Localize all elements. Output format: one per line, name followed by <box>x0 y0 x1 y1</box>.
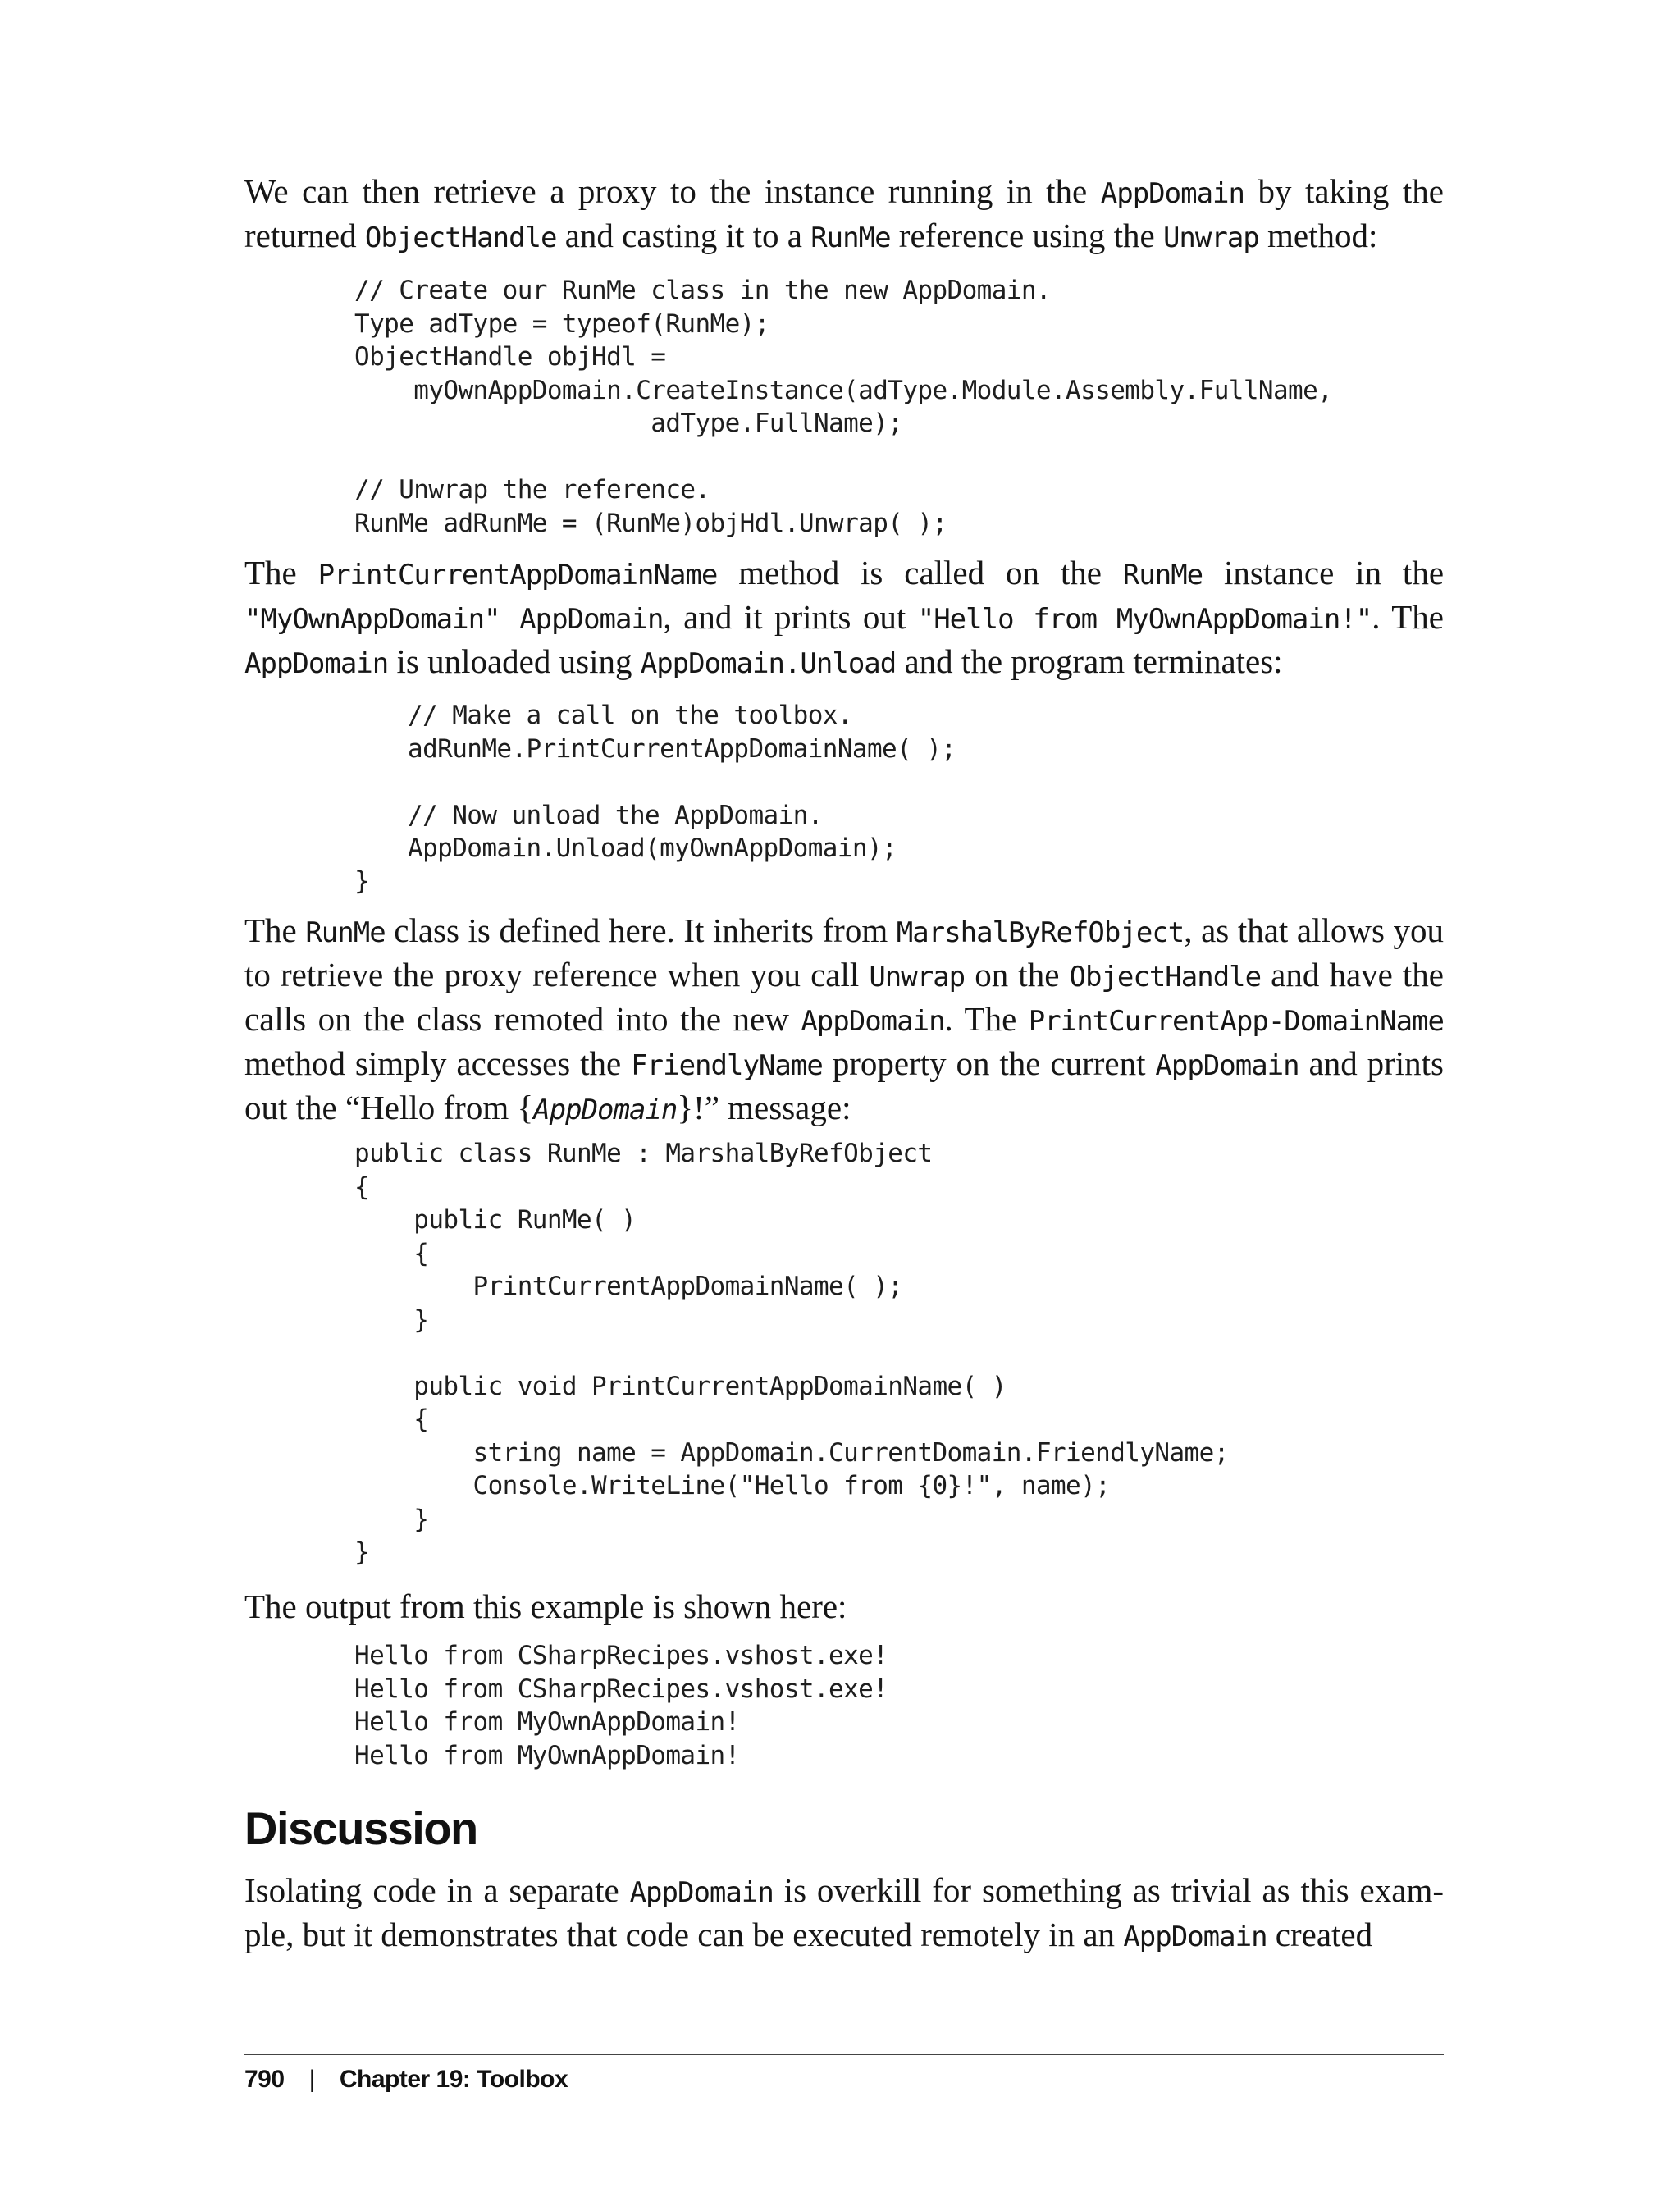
text: property on the current <box>822 1044 1156 1082</box>
inline-code-italic: AppDomain <box>533 1094 678 1126</box>
code-block-closing-brace: } <box>354 866 370 896</box>
paragraph-discussion <box>244 1870 1444 1958</box>
footer-separator: | <box>308 2066 315 2093</box>
text: , as that allows you to retrieve the proxy reference when you call <box>244 911 1444 993</box>
text: class is defined here. It inherits from <box>385 911 897 949</box>
inline-code: ObjectHandle <box>364 222 557 254</box>
page-number: 790 <box>244 2066 285 2093</box>
text: by taking the returned <box>244 172 1444 254</box>
inline-code: MarshalByRefObject <box>896 916 1185 949</box>
text: The <box>244 911 306 949</box>
inline-code: RunMe <box>305 916 386 949</box>
code-block-unload: // Make a call on the toolbox. adRunMe.PrintCurrentAppDomainName( ); // Now unload the AppDomain. AppDomain.Unload(myOwnAppDomain); <box>408 701 956 863</box>
inline-code: "MyOwnAppDomain" AppDomain <box>244 603 664 636</box>
page-footer <box>244 2066 568 2094</box>
inline-code: AppDomain <box>1123 1921 1267 1953</box>
inline-code: AppDomain <box>1155 1049 1299 1082</box>
inline-code: AppDomain <box>1100 177 1244 210</box>
text: is overkill for something as trivial as this exam-ple, but it demonstrates that code can be executed remotely in an <box>244 1871 1444 1953</box>
text: and casting it to a <box>556 217 811 254</box>
paragraph-proxy-retrieval <box>244 171 1444 259</box>
inline-code: AppDomain <box>801 1005 945 1038</box>
inline-code: PrintCurrentAppDomainName <box>317 559 718 591</box>
text: and have the calls on the class remoted into the new <box>244 956 1445 1038</box>
text: is unloaded using <box>388 642 641 680</box>
code-block-create-instance: // Create our RunMe class in the new AppDomain. Type adType = typeof(RunMe); ObjectHandle objHdl = myOwnAppDomain.CreateInstance(adType.Module.Assembly.FullName, adType.FullName); // Unwrap the reference. RunMe adRunMe = (RunMe)objHdl.Unwrap( ); <box>354 276 1333 538</box>
text: created <box>1267 1916 1373 1953</box>
text: Isolating code in a separate <box>244 1871 630 1909</box>
inline-code: Unwrap <box>1162 222 1259 254</box>
inline-code: RunMe <box>810 222 891 254</box>
paragraph-print-method <box>244 552 1444 685</box>
footer-rule <box>244 2054 1444 2055</box>
inline-code: ObjectHandle <box>1069 961 1262 993</box>
inline-code: AppDomain <box>629 1876 774 1909</box>
inline-code: AppDomain <box>244 647 389 680</box>
section-heading-discussion: Discussion <box>244 1802 477 1854</box>
text: reference using the <box>890 217 1163 254</box>
text: on the <box>965 956 1070 993</box>
paragraph-output-intro: The output from this example is shown here: <box>244 1587 847 1625</box>
paragraph-runme-class <box>244 910 1444 1131</box>
text: We can then retrieve a proxy to the instance running in the <box>244 172 1101 210</box>
inline-code: Unwrap <box>869 961 966 993</box>
text: and prints out the “Hello from { <box>244 1044 1444 1126</box>
text: method: <box>1258 217 1378 254</box>
text: method is called on the <box>717 554 1123 591</box>
text: , and it prints out <box>663 598 918 636</box>
inline-code: RunMe <box>1122 559 1203 591</box>
code-block-runme-class: public class RunMe : MarshalByRefObject { public RunMe( ) { PrintCurrentAppDomainName( ); } public void PrintCurrentAppDomainName( ) { string name = AppDomain.CurrentDomain.FriendlyName; Console.WriteLine("Hello from {0}!", name); } } <box>354 1139 1229 1567</box>
inline-code: PrintCurrentApp-DomainName <box>1028 1005 1444 1038</box>
text: and the program terminates: <box>896 642 1283 680</box>
code-block-output: Hello from CSharpRecipes.vshost.exe! Hello from CSharpRecipes.vshost.exe! Hello from MyOwnAppDomain! Hello from MyOwnAppDomain! <box>354 1641 888 1770</box>
chapter-title: Chapter 19: Toolbox <box>339 2066 568 2093</box>
text: . The <box>1372 598 1444 636</box>
inline-code: AppDomain.Unload <box>640 647 897 680</box>
inline-code: FriendlyName <box>631 1049 823 1082</box>
text: method simply accesses the <box>244 1044 632 1082</box>
text: . The <box>944 1000 1029 1038</box>
inline-code: "Hello from MyOwnAppDomain!" <box>917 603 1372 636</box>
text: The <box>244 554 318 591</box>
text: }!” message: <box>677 1089 851 1126</box>
text: instance in the <box>1203 554 1445 591</box>
